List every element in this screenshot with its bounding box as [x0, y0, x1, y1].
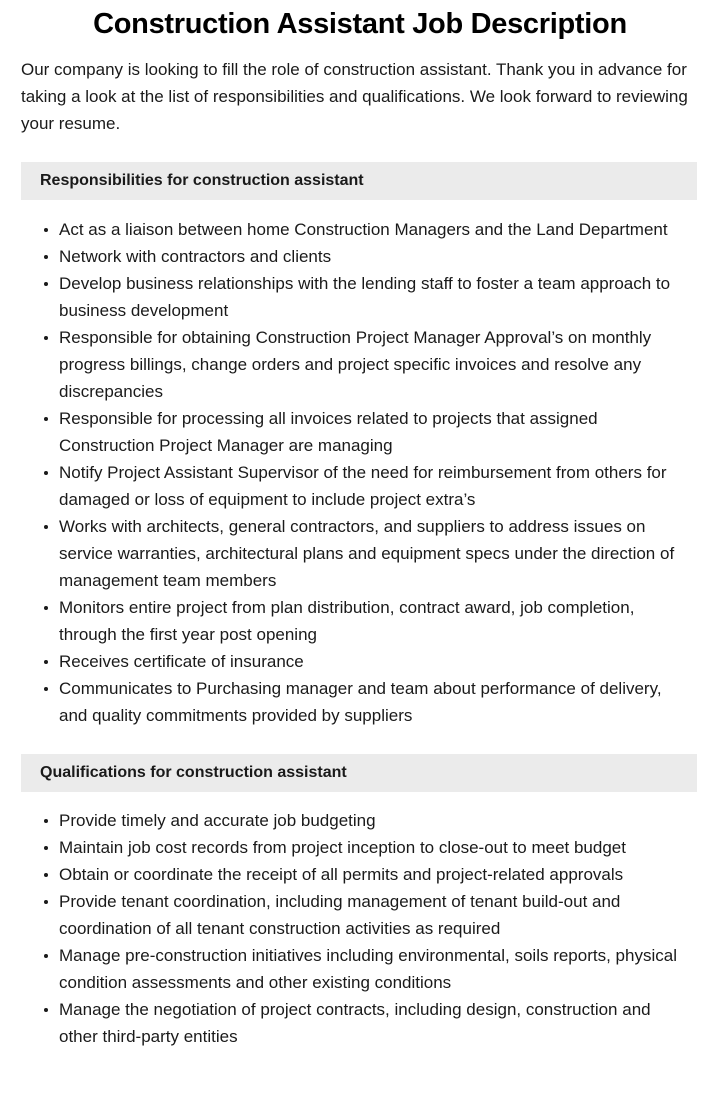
list-item: Act as a liaison between home Construction Managers and the Land Department — [0, 216, 720, 243]
section-heading-label: Responsibilities for construction assistant — [40, 172, 364, 189]
list-item: Responsible for obtaining Construction Project Manager Approval’s on monthly progress billings, change orders and project specific invoices and resolve any discrepancies — [0, 324, 720, 405]
list-item: Develop business relationships with the lending staff to foster a team approach to business development — [0, 270, 720, 324]
list-item: Works with architects, general contractors, and suppliers to address issues on service warranties, architectural plans and equipment specs under the direction of management team members — [0, 513, 720, 594]
qualifications-list — [0, 792, 720, 1050]
list-item: Receives certificate of insurance — [0, 648, 720, 675]
list-item: Obtain or coordinate the receipt of all permits and project-related approvals — [0, 861, 720, 888]
responsibilities-section — [0, 162, 720, 729]
page-title: Construction Assistant Job Description — [93, 8, 627, 40]
list-item: Manage pre-construction initiatives including environmental, soils reports, physical condition assessments and other existing conditions — [0, 942, 720, 996]
list-item: Monitors entire project from plan distribution, contract award, job completion, through the first year post opening — [0, 594, 720, 648]
list-item: Manage the negotiation of project contracts, including design, construction and other third-party entities — [0, 996, 720, 1050]
qualifications-section — [0, 754, 720, 1050]
list-item: Maintain job cost records from project inception to close-out to meet budget — [0, 834, 720, 861]
list-item: Communicates to Purchasing manager and team about performance of delivery, and quality commitments provided by suppliers — [0, 675, 720, 729]
section-heading-label: Qualifications for construction assistant — [40, 764, 347, 781]
qualifications-section-header — [21, 754, 697, 792]
list-item: Provide tenant coordination, including management of tenant build-out and coordination of all tenant construction activities as required — [0, 888, 720, 942]
list-item: Responsible for processing all invoices related to projects that assigned Construction Project Manager are managing — [0, 405, 720, 459]
intro-paragraph: Our company is looking to fill the role of construction assistant. Thank you in advance for taking a look at the list of responsibilities and qualifications. We look forward to reviewing your resume. — [21, 60, 688, 133]
list-item: Provide timely and accurate job budgeting — [0, 807, 720, 834]
list-item: Network with contractors and clients — [0, 243, 720, 270]
list-item: Notify Project Assistant Supervisor of the need for reimbursement from others for damaged or loss of equipment to include project extra’s — [0, 459, 720, 513]
responsibilities-list — [0, 200, 720, 729]
responsibilities-section-header — [21, 162, 697, 200]
